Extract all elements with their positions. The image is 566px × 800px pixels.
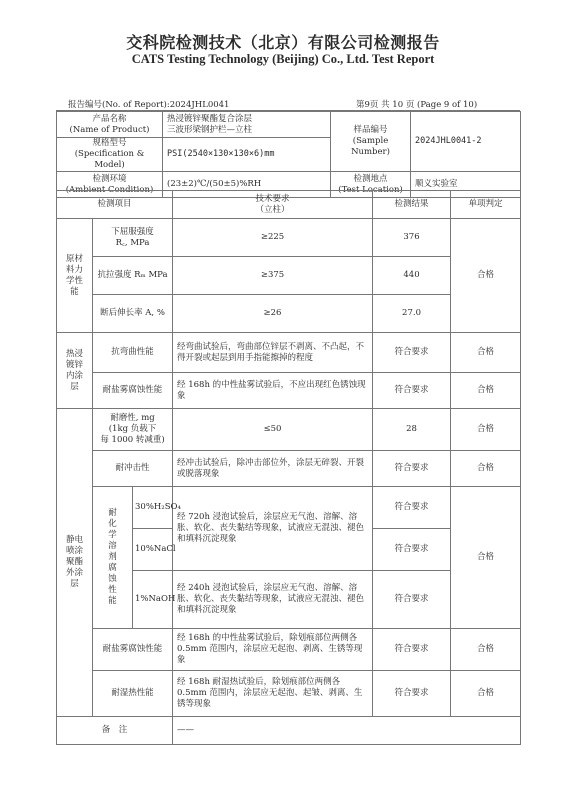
tensile-strength-result: 440 xyxy=(373,257,451,295)
elongation-label: 断后伸长率 A, % xyxy=(93,295,173,333)
tensile-strength-req: ≥375 xyxy=(173,257,373,295)
chem-alkali-req: 经 240h 浸泡试验后，涂层应无气泡、溶解、溶胀、软化、丧失黏结等现象，试液应无混浊、褪色和填料沉淀现象 xyxy=(173,571,373,629)
report-title-cn: 交科院检测技术（北京）有限公司检测报告 xyxy=(126,33,440,52)
abrasion-result: 28 xyxy=(373,409,451,451)
sample-info-table xyxy=(56,111,521,198)
bending-req: 经弯曲试验后，弯曲部位锌层不剥离、不凸起，不得开裂或起层到用手指能擦掉的程度 xyxy=(173,333,373,373)
col-header-requirement: 技术要求 （立柱） xyxy=(173,191,373,219)
location-label: 检测地点 (Test Location) xyxy=(331,172,411,198)
impact-judgment: 合格 xyxy=(451,451,521,487)
bending-result: 符合要求 xyxy=(373,333,451,373)
yield-strength-label: 下屈服强度 R꜀, MPa xyxy=(93,219,173,257)
product-value: 热浸镀锌聚酯复合涂层 三波形梁钢护栏—立柱 xyxy=(163,112,331,138)
chem-h2so4-result: 符合要求 xyxy=(373,487,451,529)
elongation-result: 27.0 xyxy=(373,295,451,333)
ambient-label: 检测环境 (Ambient Condition) xyxy=(57,172,163,198)
damp-heat-judgment: 合格 xyxy=(451,671,521,717)
chem-nacl-result: 符合要求 xyxy=(373,529,451,571)
col-header-item: 检测项目 xyxy=(57,191,173,219)
outer-salt-spray-judgment: 合格 xyxy=(451,629,521,671)
chemical-resistance-label: 耐化学溶剂腐蚀性能 xyxy=(93,487,133,629)
bending-judgment: 合格 xyxy=(451,333,521,373)
impact-req: 经冲击试验后，除冲击部位外，涂层无碎裂、开裂或脱落现象 xyxy=(173,451,373,487)
inner-salt-spray-judgment: 合格 xyxy=(451,373,521,409)
abrasion-req: ≤50 xyxy=(173,409,373,451)
chem-acid-salt-req: 经 720h 浸泡试验后，涂层应无气泡、溶解、溶胀、软化、丧失黏结等现象，试液应无混浊、褪色和填料沉淀现象 xyxy=(173,487,373,571)
inner-salt-spray-req: 经 168h 的中性盐雾试验后，不应出现红色锈蚀现象 xyxy=(173,373,373,409)
yield-strength-req: ≥225 xyxy=(173,219,373,257)
sample-label: 样品编号 (Sample Number) xyxy=(331,112,411,172)
outer-salt-spray-req: 经 168h 的中性盐雾试验后，除划痕部位两侧各 0.5mm 范围内，涂层应无起泡、剥离、生锈等现象 xyxy=(173,629,373,671)
inner-salt-spray-result: 符合要求 xyxy=(373,373,451,409)
spec-value: PSI(2540×130×130×6)mm xyxy=(163,138,331,172)
damp-heat-result: 符合要求 xyxy=(373,671,451,717)
location-value: 顺义实验室 xyxy=(411,172,521,198)
chem-h2so4: 30%H₂SO₄ xyxy=(133,487,173,529)
raw-material-judgment: 合格 xyxy=(451,219,521,333)
damp-heat-label: 耐湿热性能 xyxy=(93,671,173,717)
impact-result: 符合要求 xyxy=(373,451,451,487)
report-number: 报告编号(No. of Report):2024JHL0041 xyxy=(68,100,230,110)
damp-heat-req: 经 168h 耐湿热试验后，除划痕部位两侧各 0.5mm 范围内，涂层应无起泡、起皱、剥离、生锈等现象 xyxy=(173,671,373,717)
ambient-value: (23±2)℃/(50±5)%RH xyxy=(163,172,331,198)
inner-salt-spray-label: 耐盐雾腐蚀性能 xyxy=(93,373,173,409)
product-label: 产品名称 (Name of Product) xyxy=(57,112,163,138)
group-raw-material: 原材料力学性能 xyxy=(57,219,93,333)
outer-salt-spray-result: 符合要求 xyxy=(373,629,451,671)
chem-nacl: 10%NaCl xyxy=(133,529,173,571)
bending-label: 抗弯曲性能 xyxy=(93,333,173,373)
sample-value: 2024JHL0041-2 xyxy=(411,112,521,172)
page-number: 第9页 共 10 页 (Page 9 of 10) xyxy=(356,100,478,110)
chem-naoh: 1%NaOH xyxy=(133,571,173,629)
spec-label: 规格型号 (Specification & Model) xyxy=(57,138,163,172)
chem-naoh-result: 符合要求 xyxy=(373,571,451,629)
abrasion-judgment: 合格 xyxy=(451,409,521,451)
report-title-en: CATS Testing Technology (Beijing) Co., Ltd. Test Report xyxy=(131,52,435,66)
col-header-result: 检测结果 xyxy=(373,191,451,219)
group-polyester-outer: 静电喷涂聚酯外涂层 xyxy=(57,409,93,717)
abrasion-label: 耐磨性, mg (1kg 负载下 每 1000 转减重) xyxy=(93,409,173,451)
test-results-table xyxy=(56,190,521,745)
yield-strength-result: 376 xyxy=(373,219,451,257)
impact-label: 耐冲击性 xyxy=(93,451,173,487)
outer-salt-spray-label: 耐盐雾腐蚀性能 xyxy=(93,629,173,671)
group-galvanized-inner: 热浸镀锌内涂层 xyxy=(57,333,93,409)
elongation-req: ≥26 xyxy=(173,295,373,333)
remark-label: 备 注 xyxy=(57,717,173,745)
col-header-judgment: 单项判定 xyxy=(451,191,521,219)
chemical-judgment: 合格 xyxy=(451,487,521,629)
tensile-strength-label: 抗拉强度 Rₘ MPa xyxy=(93,257,173,295)
remark-value: —— xyxy=(173,717,521,745)
